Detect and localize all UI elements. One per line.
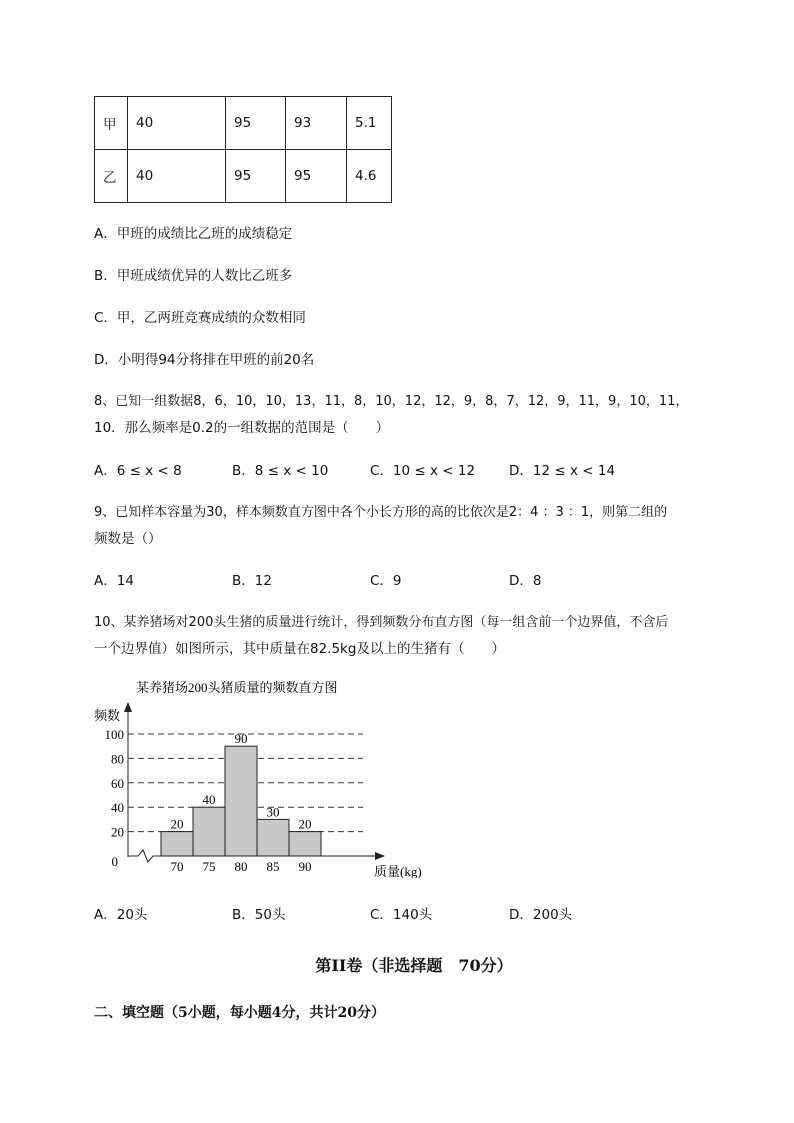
- q8-option-d: D．12 ≤ x < 14: [509, 463, 616, 479]
- x-tick-label: 90: [298, 859, 312, 874]
- q10-option-a: A．20头: [94, 907, 148, 923]
- bar-value-label: 20: [298, 816, 312, 832]
- x-axis-arrow: [375, 852, 385, 860]
- y-axis-arrow: [124, 702, 132, 712]
- bar-value-label: 30: [266, 804, 280, 820]
- table-cell: 40: [128, 150, 226, 203]
- table-cell: 乙: [95, 150, 128, 203]
- histogram-bar: [289, 832, 321, 856]
- chart-ylabel: 频数: [94, 708, 121, 723]
- q8-option-b: B．8 ≤ x < 10: [232, 463, 329, 479]
- x-tick-label: 85: [266, 859, 280, 874]
- q10-option-c: C．140头: [370, 907, 433, 923]
- histogram-bar: [225, 746, 257, 856]
- score-table: [94, 96, 392, 203]
- x-tick-label: 70: [170, 859, 184, 874]
- q10-option-b: B．50头: [232, 907, 286, 923]
- y-tick-label: 0: [111, 854, 118, 869]
- q9-stem-line2: 频数是（）: [94, 531, 162, 547]
- histogram-bar: [193, 807, 225, 856]
- table-cell: 40: [128, 97, 226, 150]
- q9-option-a: A．14: [94, 573, 134, 589]
- bar-value-label: 20: [170, 816, 184, 832]
- part-two-title: 第II卷（非选择题 70分）: [315, 956, 513, 975]
- histogram-chart: [88, 678, 448, 878]
- table-cell: 95: [286, 150, 347, 203]
- q8-stem-line1: 8、已知一组数据8，6，10，10，13，11，8，10，12，12，9，8，7，12，9，11，9，10，11，: [94, 394, 689, 409]
- histogram-bar: [257, 819, 289, 856]
- bar-value-label: 40: [202, 792, 216, 808]
- chart-xlabel: 质量(kg): [374, 864, 422, 878]
- chart-title: 某养猪场200头猪质量的频数直方图: [136, 680, 338, 695]
- q7-option-b: B．甲班成绩优异的人数比乙班多: [94, 268, 293, 284]
- table-cell: 4.6: [347, 150, 392, 203]
- q10-stem-line2: 一个边界值）如图所示，其中质量在82.5kg及以上的生猪有（ ）: [94, 641, 505, 657]
- q10-option-d: D．200头: [509, 907, 573, 923]
- q7-option-d: D．小明得94分将排在甲班的前20名: [94, 352, 315, 368]
- fill-in-section-heading: 二、填空题（5小题，每小题4分，共计20分）: [94, 1005, 385, 1021]
- table-row: [95, 150, 392, 203]
- bar-value-label: 90: [234, 731, 248, 747]
- q8-option-c: C．10 ≤ x < 12: [370, 463, 476, 479]
- q7-option-c: C．甲，乙两班竞赛成绩的众数相同: [94, 310, 306, 326]
- y-tick-label: 100: [104, 727, 124, 742]
- table-cell: 95: [226, 97, 286, 150]
- q9-option-c: C．9: [370, 573, 402, 589]
- q9-stem-line1: 9、已知样本容量为30，样本频数直方图中各个小长方形的高的比依次是2：4 ：3 ：1，则第二组的: [94, 505, 668, 520]
- table-row: [95, 97, 392, 150]
- q10-stem-line1: 10、某养猪场对200头生猪的质量进行统计，得到频数分布直方图（每一组含前一个边界值，不含后: [94, 615, 669, 630]
- q8-stem-line2: 10．那么频率是0.2的一组数据的范围是（ ）: [94, 420, 390, 436]
- y-tick-label: 40: [111, 800, 124, 816]
- histogram-bar: [161, 832, 193, 856]
- q8-option-a: A．6 ≤ x < 8: [94, 463, 182, 479]
- q7-option-a: A．甲班的成绩比乙班的成绩稳定: [94, 226, 293, 242]
- x-tick-label: 75: [202, 859, 216, 874]
- table-cell: 95: [226, 150, 286, 203]
- q9-option-d: D．8: [509, 573, 542, 589]
- table-cell: 5.1: [347, 97, 392, 150]
- y-tick-label: 60: [111, 775, 124, 791]
- table-cell: 甲: [95, 97, 128, 150]
- x-tick-label: 80: [234, 859, 248, 874]
- table-cell: 93: [286, 97, 347, 150]
- y-tick-label: 20: [111, 824, 124, 840]
- q9-option-b: B．12: [232, 573, 272, 589]
- y-tick-label: 80: [111, 751, 124, 767]
